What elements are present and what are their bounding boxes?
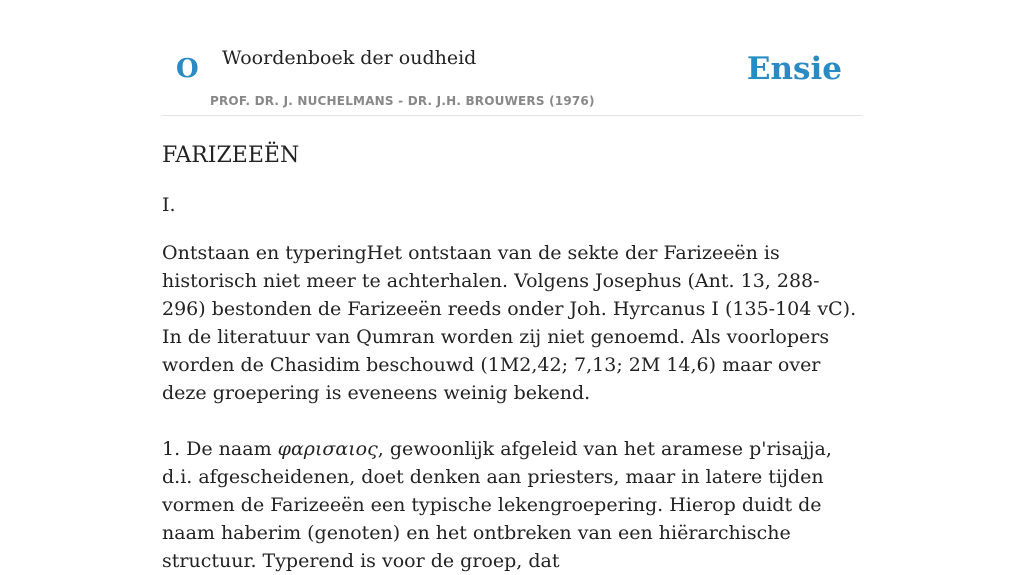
index-letter[interactable]: O [176, 54, 199, 84]
article-content [162, 116, 862, 575]
page [162, 0, 862, 575]
paragraph-name [162, 435, 862, 575]
paragraph-name-prefix: 1. De naam [162, 438, 278, 460]
brand-logo[interactable]: Ensie [746, 51, 842, 87]
paragraph-name-text: , gewoonlijk afgeleid van het aramese p'risajja, d.i. afgescheidenen, doet denken aan priesters, maar in latere tijden vormen de Farizeeën een typische lekengroepering. Hierop duidt de naam haberim (genoten) en het ontbreken van een hiërarchische structuur. Typerend is voor de groep, dat [162, 438, 832, 572]
entry-title: FARIZEEËN [162, 143, 300, 168]
section-number: I. [162, 194, 176, 216]
greek-term: φαρισαιος [277, 438, 378, 460]
dictionary-authors: PROF. DR. J. NUCHELMANS - DR. J.H. BROUWERS (1976) [210, 94, 595, 108]
dictionary-title[interactable]: Woordenboek der oudheid [222, 47, 477, 69]
paragraph-origin: Ontstaan en typeringHet ontstaan van de sekte der Farizeeën is historisch niet meer te achterhalen. Volgens Josephus (Ant. 13, 288-296) bestonden de Farizeeën reeds onder Joh. Hyrcanus I (135-104 vC). In de literatuur van Qumran worden zij niet genoemd. Als voorlopers worden de Chasidim beschouwd (1M2,42; 7,13; 2M 14,6) maar over deze groepering is eveneens weinig bekend. [162, 242, 857, 404]
header [162, 0, 862, 116]
